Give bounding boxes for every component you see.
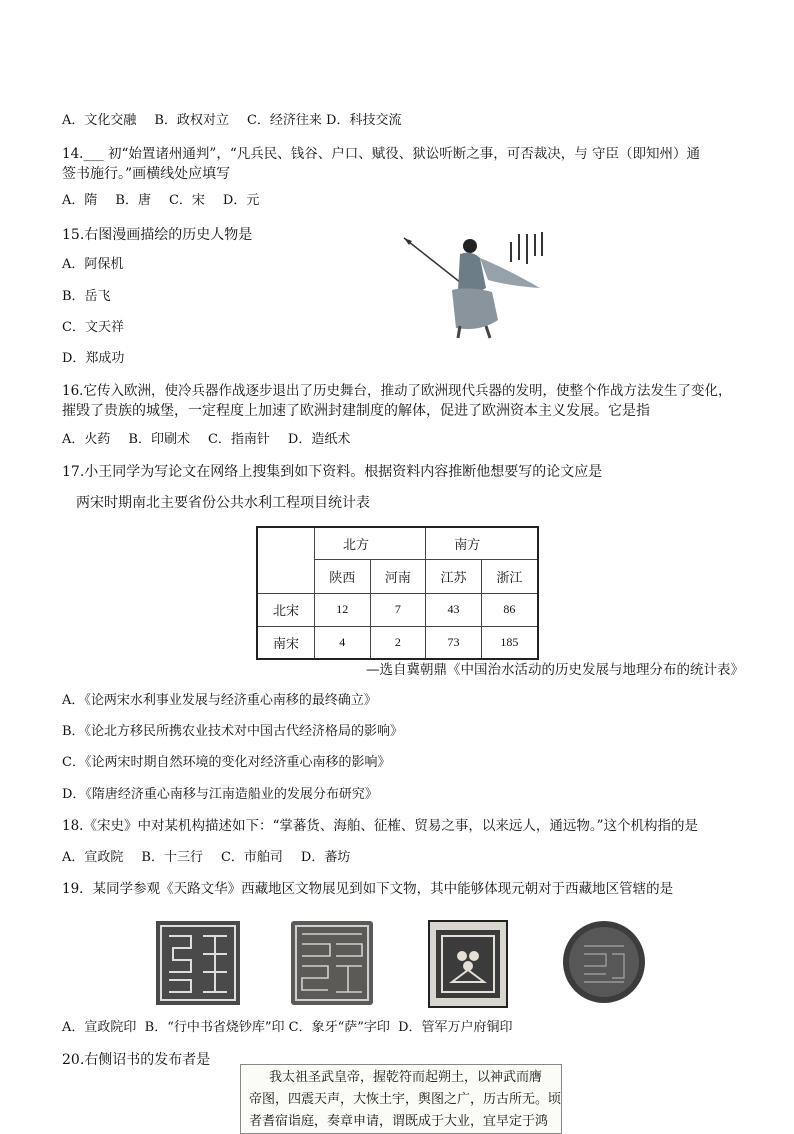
q14-options xyxy=(62,192,277,210)
q16-options xyxy=(62,431,368,449)
q20-stem: 20.右侧诏书的发布者是 xyxy=(62,1052,211,1068)
table-cell: 12 xyxy=(315,593,371,626)
table-header-north: 北方 xyxy=(315,527,426,559)
q17-stem: 17.小王同学为写论文在网络上搜集到如下资料。根据资料内容推断他想要写的论文应是 xyxy=(62,464,603,480)
table-row xyxy=(257,593,538,626)
table-row-label: 南宋 xyxy=(257,626,315,659)
table-header-south: 南方 xyxy=(426,527,538,559)
table-header-province: 江苏 xyxy=(426,559,482,593)
q16-stem-line2: 摧毁了贵族的城堡，一定程度上加速了欧洲封建制度的解体，促进了欧洲资本主义发展。它是指 xyxy=(62,403,650,419)
edict-line: 帝图，四震天声，大恢土宇，舆图之广，历古所无。顷 xyxy=(249,1092,562,1107)
table-cell: 4 xyxy=(315,626,371,659)
q14-option-c: C．宋 xyxy=(168,193,205,208)
q16-option-b: B．印刷术 xyxy=(128,432,190,447)
edict-image xyxy=(240,1064,562,1134)
q13-options xyxy=(62,112,419,130)
round-seal-icon xyxy=(562,920,646,1004)
table-cell: 7 xyxy=(370,593,426,626)
q14-option-b: B．唐 xyxy=(115,193,151,208)
table-cell: 43 xyxy=(426,593,482,626)
q19-stem: 19．某同学参观《天路文华》西藏地区文物展见到如下文物，其中能够体现元朝对于西藏地区管辖的是 xyxy=(62,881,674,897)
q15-option-d: D．郑成功 xyxy=(62,351,125,366)
cartoon-figure-icon xyxy=(400,228,550,340)
q17-source: —选自冀朝鼎《中国治水活动的历史发展与地理分布的统计表》 xyxy=(366,662,744,678)
q15-stem: 15.右图漫画描绘的历史人物是 xyxy=(62,227,253,243)
table-cell: 2 xyxy=(370,626,426,659)
q17-table-title: 两宋时期南北主要省份公共水利工程项目统计表 xyxy=(76,495,370,511)
table-cell: 185 xyxy=(481,626,538,659)
square-seal-icon xyxy=(155,920,241,1006)
q14-stem-line1: 14.___ 初“始置诸州通判”，“凡兵民、钱谷、户口、赋役、狱讼听断之事，可否裁决，与 守臣（即知州）通 xyxy=(62,146,701,162)
q13-option-b: B．政权对立 xyxy=(154,113,229,128)
table-cell: 73 xyxy=(426,626,482,659)
q14-stem-line2: 签书施行。”画横线处应填写 xyxy=(62,166,231,182)
table-header-province: 浙江 xyxy=(481,559,538,593)
q18-option-b: B．十三行 xyxy=(141,850,203,865)
q15-option-a: A．阿保机 xyxy=(62,257,124,272)
water-project-table xyxy=(256,526,539,660)
q17-option-d: D．《隋唐经济重心南移与江南造船业的发展分布研究》 xyxy=(62,787,378,802)
q18-option-d: D．蕃坊 xyxy=(300,850,351,865)
q17-option-c: C．《论两宋时期自然环境的变化对经济重心南移的影响》 xyxy=(62,755,391,770)
table-header-province: 河南 xyxy=(370,559,426,593)
table-cell: 86 xyxy=(481,593,538,626)
q14-option-a: A．隋 xyxy=(62,193,98,208)
q16-option-a: A．火药 xyxy=(62,432,111,447)
q16-option-c: C．指南针 xyxy=(207,432,270,447)
q14-option-d: D．元 xyxy=(222,193,260,208)
edict-line: 我太祖圣武皇帝，握乾符而起朔土，以神武而膺 xyxy=(269,1070,543,1085)
q16-option-d: D．造纸术 xyxy=(287,432,351,447)
edict-line: 者耆宿诣庭，奏章申请，谓既成于大业，宜早定于鸿 xyxy=(249,1114,549,1129)
q15-option-b: B．岳飞 xyxy=(62,289,111,304)
q15-option-c: C．文天祥 xyxy=(62,320,124,335)
q18-option-c: C．市舶司 xyxy=(220,850,283,865)
q17-option-b: B．《论北方移民所携农业技术对中国古代经济格局的影响》 xyxy=(62,724,404,739)
q18-stem: 18.《宋史》中对某机构描述如下：“掌蕃货、海舶、征榷、贸易之事，以来远人，通远物。”这个机构指的是 xyxy=(62,818,699,834)
q16-stem-line1: 16.它传入欧洲，使冷兵器作战逐步退出了历史舞台，推动了欧洲现代兵器的发明，使整个作战方法发生了变化， xyxy=(62,383,732,399)
table-corner-cell xyxy=(257,527,315,593)
q18-options xyxy=(62,849,368,867)
table-header-province: 陕西 xyxy=(315,559,371,593)
q13-option-a: A．文化交融 xyxy=(62,113,137,128)
square-seal-icon xyxy=(290,920,374,1006)
table-row-label: 北宋 xyxy=(257,593,315,626)
q13-option-cd: C．经济往来 D．科技交流 xyxy=(246,113,402,128)
q19-options: A．宣政院印 B．“行中书省烧钞库”印 C．象牙“萨”字印 D．管军万户府铜印 xyxy=(62,1020,513,1035)
q18-option-a: A．宣政院 xyxy=(62,850,124,865)
q17-option-a: A．《论两宋水利事业发展与经济重心南移的最终确立》 xyxy=(62,693,377,708)
ivory-seal-icon xyxy=(428,920,508,1008)
table-row xyxy=(257,626,538,659)
